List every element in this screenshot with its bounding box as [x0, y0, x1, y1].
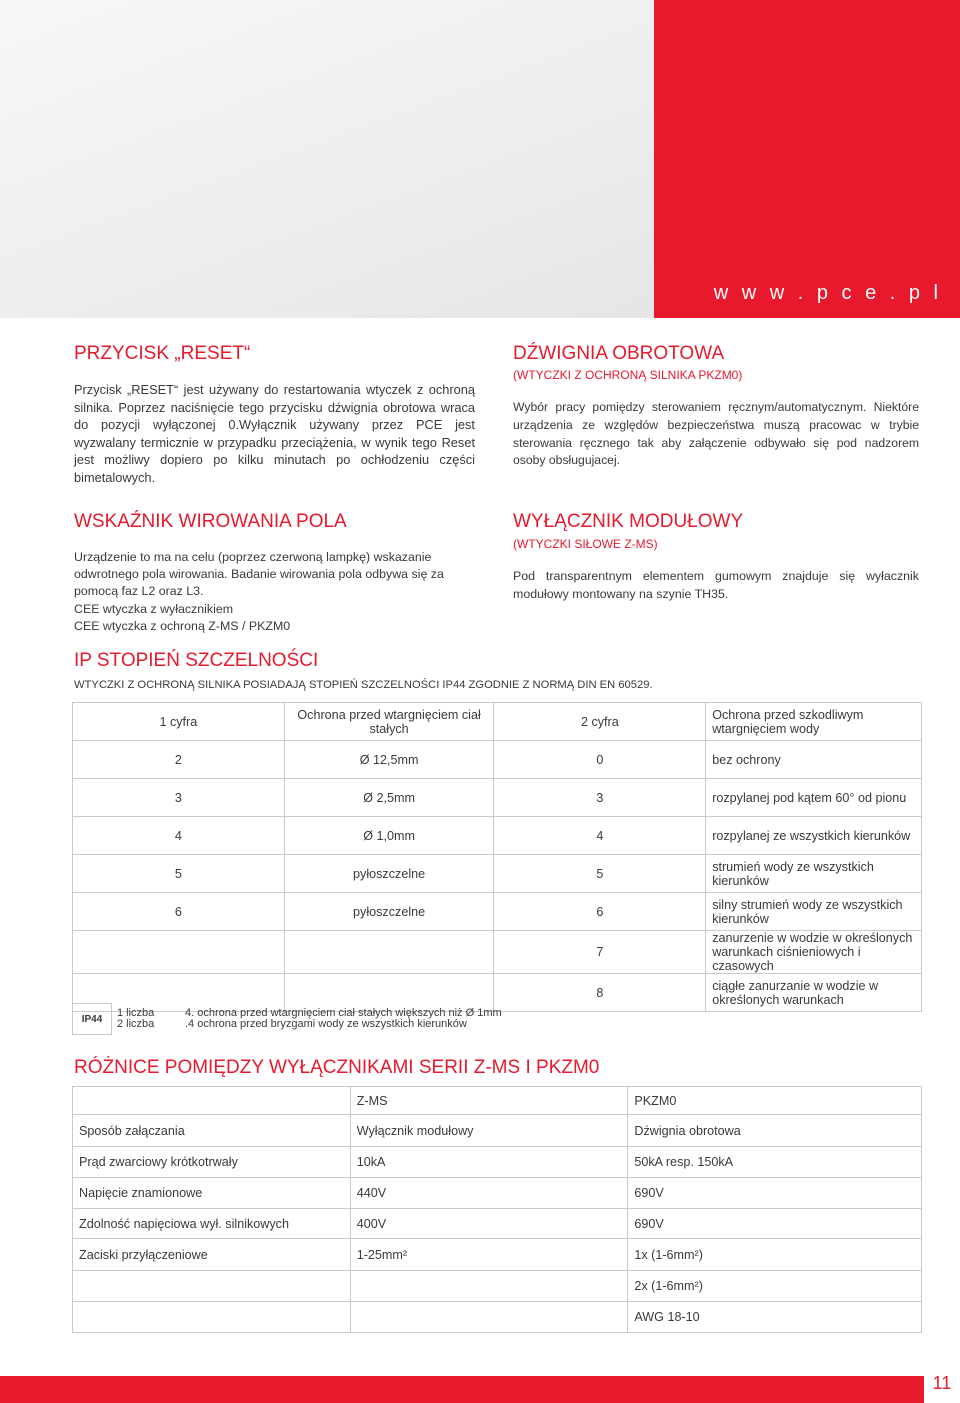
- table-cell: PKZM0: [628, 1087, 922, 1115]
- table-cell: 6: [494, 893, 706, 931]
- table-cell: zanurzenie w wodzie w określonych warunkach ciśnieniowych i czasowych: [706, 931, 922, 974]
- table-row: [73, 1239, 922, 1271]
- footer-bar: [0, 1376, 960, 1403]
- ip-header-cell: Ochrona przed szkodliwym wtargnięciem wody: [706, 703, 922, 741]
- table-cell: [284, 931, 494, 974]
- table-cell: rozpylanej pod kątem 60° od pionu: [706, 779, 922, 817]
- ip-header-cell: 2 cyfra: [494, 703, 706, 741]
- table-cell: 1-25mm²: [350, 1239, 628, 1271]
- table-cell: Napięcie znamionowe: [73, 1178, 351, 1209]
- lever-title: DŹWIGNIA OBROTOWA: [513, 343, 725, 364]
- legend-desc-1: 4. ochrona przed wtargnięciem ciał stałych większych niż Ø 1mm: [185, 1007, 502, 1019]
- rotation-body: Urządzenie to ma na celu (poprzez czerwoną lampkę) wskazanie odwrotnego pola wirowania. Badanie wirowania pola odbywa się za pomocą faz L2 oraz L3.: [74, 550, 444, 599]
- lever-subtitle: (WTYCZKI Z OCHRONĄ SILNIKA PKZM0): [513, 368, 743, 382]
- table-cell: Zdolność napięciowa wył. silnikowych: [73, 1209, 351, 1239]
- table-row: [73, 779, 922, 817]
- comparison-title: RÓŻNICE POMIĘDZY WYŁĄCZNIKAMI SERII Z-MS I PKZM0: [74, 1057, 600, 1078]
- table-cell: [73, 1271, 351, 1302]
- table-cell: Ø 1,0mm: [284, 817, 494, 855]
- table-cell: [73, 931, 285, 974]
- table-row: [73, 741, 922, 779]
- rotation-line-1: CEE wtyczka z wyłacznikiem: [74, 601, 234, 616]
- ip44-badge: IP44: [72, 1003, 112, 1035]
- comparison-table: [72, 1086, 922, 1333]
- rotation-line-2: CEE wtyczka z ochroną Z-MS / PKZM0: [74, 618, 291, 633]
- table-cell: silny strumień wody ze wszystkich kierunków: [706, 893, 922, 931]
- table-cell: [350, 1302, 628, 1333]
- table-cell: [350, 1271, 628, 1302]
- table-cell: Wyłącznik modułowy: [350, 1115, 628, 1147]
- table-cell: Ø 12,5mm: [284, 741, 494, 779]
- ip-caption: WTYCZKI Z OCHRONĄ SILNIKA POSIADAJĄ STOPIEŃ SZCZELNOŚCI IP44 ZGODNIE Z NORMĄ DIN EN 60529.: [74, 679, 653, 691]
- table-row: [73, 1302, 922, 1333]
- table-cell: 400V: [350, 1209, 628, 1239]
- rotation-text: [74, 549, 454, 635]
- table-cell: Sposób załączania: [73, 1115, 351, 1147]
- table-cell: Prąd zwarciowy krótkotrwały: [73, 1147, 351, 1178]
- brand-tab: [654, 0, 960, 318]
- table-cell: bez ochrony: [706, 741, 922, 779]
- table-cell: 5: [494, 855, 706, 893]
- legend-digit-2: 2 liczba: [117, 1018, 155, 1030]
- lever-body: Wybór pracy pomiędzy sterowaniem ręcznym/automatycznym. Niektóre urządzenia ze względów bezpieczeństwa muszą pracowac w trybie sterowania ręcznego tak aby załączenie odbywało się pod nadzorem osoby obsługujacej.: [513, 400, 919, 468]
- table-cell: 50kA resp. 150kA: [628, 1147, 922, 1178]
- table-cell: 0: [494, 741, 706, 779]
- website-url[interactable]: w w w . p c e . p l: [713, 282, 942, 304]
- modular-subtitle: (WTYCZKI SIŁOWE Z-MS): [513, 537, 658, 551]
- table-row: [73, 855, 922, 893]
- table-row: [73, 974, 922, 1012]
- comparison-header: [73, 1087, 922, 1115]
- rotation-title: WSKAŹNIK WIROWANIA POLA: [74, 511, 347, 532]
- table-cell: pyłoszczelne: [284, 855, 494, 893]
- table-cell: [73, 1302, 351, 1333]
- ip-header-cell: 1 cyfra: [73, 703, 285, 741]
- table-row: [73, 1147, 922, 1178]
- table-row: [73, 931, 922, 974]
- table-cell: 5: [73, 855, 285, 893]
- table-cell: 6: [73, 893, 285, 931]
- table-cell: ciągłe zanurzanie w wodzie w określonych warunkach: [706, 974, 922, 1012]
- table-cell: strumień wody ze wszystkich kierunków: [706, 855, 922, 893]
- table-cell: 2: [73, 741, 285, 779]
- table-row: [73, 893, 922, 931]
- legend-desc-2: .4 ochrona przed bryzgami wody ze wszystkich kierunków: [185, 1018, 467, 1030]
- reset-title: PRZYCISK „RESET“: [74, 343, 251, 364]
- table-row: [73, 817, 922, 855]
- table-cell: 440V: [350, 1178, 628, 1209]
- ip-title: IP STOPIEŃ SZCZELNOŚCI: [74, 650, 319, 671]
- table-cell: rozpylanej ze wszystkich kierunków: [706, 817, 922, 855]
- table-cell: Zaciski przyłączeniowe: [73, 1239, 351, 1271]
- ip-header-cell: Ochrona przed wtargnięciem ciał stałych: [284, 703, 494, 741]
- legend-digit-1: 1 liczba: [117, 1007, 155, 1019]
- table-cell: 3: [73, 779, 285, 817]
- table-cell: 8: [494, 974, 706, 1012]
- table-cell: 4: [73, 817, 285, 855]
- ip-table-header: [73, 703, 922, 741]
- table-cell: 4: [494, 817, 706, 855]
- table-cell: 3: [494, 779, 706, 817]
- modular-body: Pod transparentnym elementem gumowym znajduje się wyłacznik modułowy montowany na szynie TH35.: [513, 569, 919, 601]
- ip-table: [72, 702, 922, 1012]
- table-row: [73, 1178, 922, 1209]
- table-cell: 10kA: [350, 1147, 628, 1178]
- reset-body: Przycisk „RESET“ jest używany do restartowania wtyczek z ochroną silnika. Poprzez naciśnięcie tego przycisku dźwignia obrotowa wraca do pozycji wyłączonej 0.Wyłącznik używany przez PCE jest wyzwalany termicznie w przypadku przeciążenia, w wynik tego Reset jest możliwy dopiero po kilku minutach po ochłodzeniu części bimetalowych.: [74, 382, 475, 485]
- table-cell: 1x (1-6mm²): [628, 1239, 922, 1271]
- table-cell: pyłoszczelne: [284, 893, 494, 931]
- table-cell: 7: [494, 931, 706, 974]
- table-cell: 2x (1-6mm²): [628, 1271, 922, 1302]
- table-cell: [73, 1087, 351, 1115]
- table-cell: 690V: [628, 1209, 922, 1239]
- table-cell: [284, 974, 494, 1012]
- page-number: 11: [924, 1363, 960, 1403]
- table-row: [73, 1115, 922, 1147]
- table-cell: Dźwignia obrotowa: [628, 1115, 922, 1147]
- modular-title: WYŁĄCZNIK MODUŁOWY: [513, 511, 744, 532]
- table-cell: Ø 2,5mm: [284, 779, 494, 817]
- table-cell: Z-MS: [350, 1087, 628, 1115]
- table-cell: AWG 18-10: [628, 1302, 922, 1333]
- table-row: [73, 1271, 922, 1302]
- table-cell: 690V: [628, 1178, 922, 1209]
- table-row: [73, 1209, 922, 1239]
